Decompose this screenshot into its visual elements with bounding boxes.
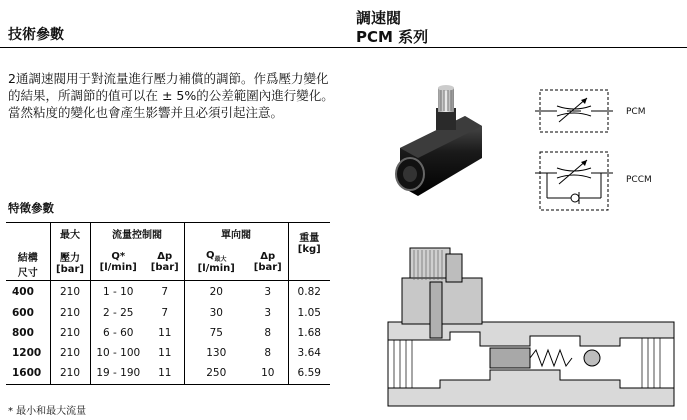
description-line: 的結果，所調節的值可以在 ± 5%的公差範圍內進行變化。 [8,88,334,103]
header-pressure: 壓力 [bar] [50,245,90,281]
features-title: 特徵參數 [8,201,54,215]
features-table [6,222,330,385]
description [8,70,348,121]
header-max: 最大 [50,223,90,245]
header-qmax: $Q_{最大}$ [l/min] [197,250,235,275]
product-title: 調速閥 [356,9,402,27]
table-row: 400 210 1 - 10 7 20 3 0.82 [6,281,330,303]
footnote: * 最小和最大流量 [8,406,87,417]
header-divider [0,47,687,48]
cross-section-drawing [380,238,680,410]
description-line: 2通調速閥用于對流量進行壓力補償的調節。作爲壓力變化 [8,71,329,86]
header-flow-control: 流量控制閥 [90,223,184,245]
symbol-label-pcm: PCM [626,107,646,117]
table-row: 600 210 2 - 25 7 30 3 1.05 [6,303,330,323]
header-check-valve: 單向閥 [184,223,288,245]
table-row: 1600 210 19 - 190 11 250 10 6.59 [6,363,330,385]
header-dp2: Δp [bar] [248,245,288,281]
header-q: Q* [l/min] [99,251,137,274]
description-line: 當然粘度的變化也會產生影響并且必須引起注意。 [8,105,284,120]
table-row: 800 210 6 - 60 11 75 8 1.68 [6,323,330,343]
header-weight: 重量 [kg] [297,233,321,255]
header-size: 結構 尺寸 [6,223,50,281]
section-title-tech-params: 技術參數 [8,27,64,43]
header-dp1: Δp [bar] [146,245,184,281]
symbol-label-pccm: PCCM [626,175,652,185]
product-series: PCM 系列 [356,28,429,46]
hydraulic-symbols [535,88,685,213]
valve-photo [370,78,520,208]
table-row: 1200 210 10 - 100 11 130 8 3.64 [6,343,330,363]
